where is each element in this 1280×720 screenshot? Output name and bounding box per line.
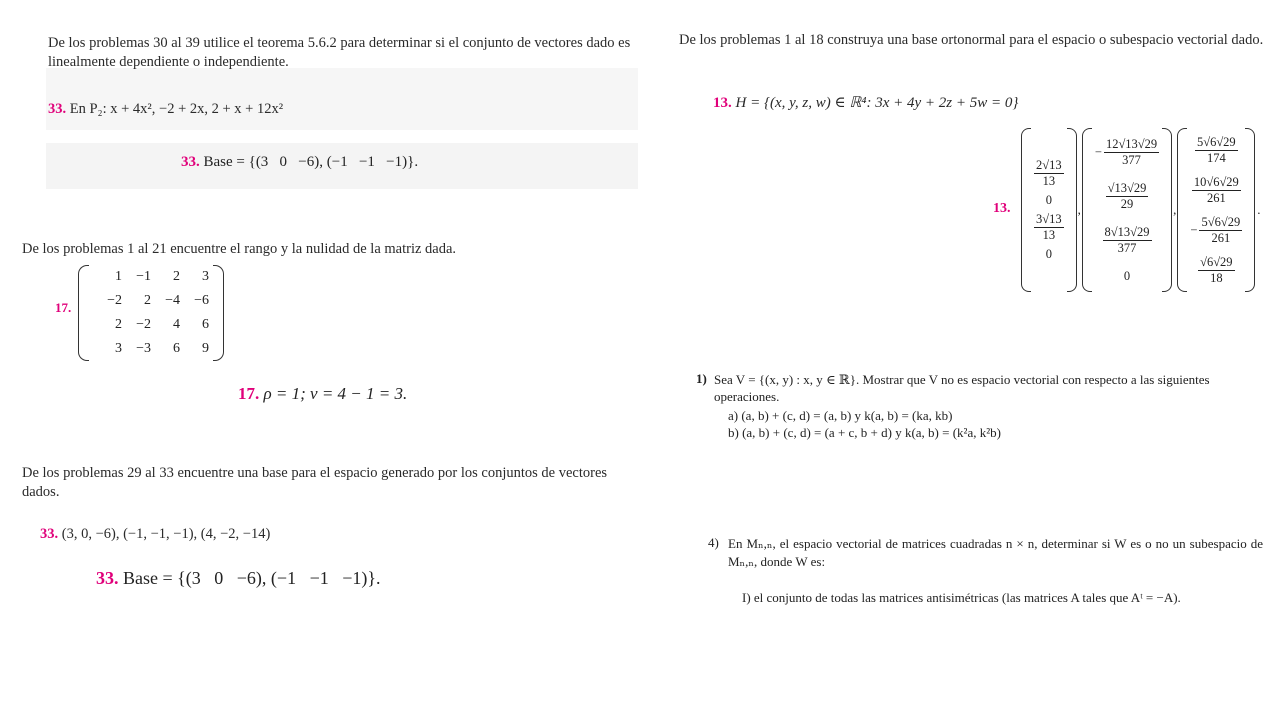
v1-entry-1-den: 13 xyxy=(1042,174,1056,188)
matrix-cell: −2 xyxy=(107,293,122,308)
matrix-cell: 6 xyxy=(202,317,209,332)
matrix-cell: 2 xyxy=(115,317,122,332)
v3-entry-3 xyxy=(1190,215,1242,246)
matrix-left-paren xyxy=(78,265,89,361)
section-intro-span-basis: De los problemas 29 al 33 encuentre una base para el espacio generado por los conjuntos de vectores dados. xyxy=(22,465,608,500)
answer-17 xyxy=(238,384,407,404)
v2-entry-2-num: √13√29 xyxy=(1107,180,1147,195)
section-intro-orthonormal: De los problemas 1 al 18 construya una base ortonormal para el espacio o subespacio vectorial dado. xyxy=(679,32,1264,48)
v1-entry-1-num: 2√13 xyxy=(1036,158,1062,172)
basis-vector-1 xyxy=(1031,128,1067,292)
separator-2: , xyxy=(1173,202,1177,217)
matrix-cell: 3 xyxy=(115,341,122,356)
v2-entry-1-num: 12√13√29 xyxy=(1105,136,1158,151)
end-period: . xyxy=(1257,202,1261,217)
v3-entry-2-den: 261 xyxy=(1206,190,1226,205)
problem-number: 33. xyxy=(40,526,59,542)
matrix-cell: 6 xyxy=(173,341,180,356)
problem-4-number: 4) xyxy=(708,535,719,550)
v1-entry-3-den: 13 xyxy=(1042,228,1056,242)
section-intro-dependence: De los problemas 30 al 39 utilice el teorema 5.6.2 para determinar si el conjunto de vectores dado es linealmente dependiente o independiente. xyxy=(48,35,631,70)
v1-entry-2: 0 xyxy=(1045,193,1052,207)
problem-4-text: En Mₙ,ₙ, el espacio vectorial de matrices cuadradas n × n, determinar si W es o no un subespacio de Mₙ,ₙ, donde W es: xyxy=(728,536,1263,569)
v2-entry-1 xyxy=(1095,137,1159,168)
v2-entry-4: 0 xyxy=(1123,268,1131,283)
problem-number: 13. xyxy=(713,95,732,111)
matrix-cell: −2 xyxy=(136,317,151,332)
v3-entry-4-num: √6√29 xyxy=(1200,254,1233,269)
problem-17-number: 17. xyxy=(55,300,72,315)
matrix-cell: −1 xyxy=(136,269,151,284)
v2-left-paren xyxy=(1082,128,1092,292)
problem-4-item-1: I) el conjunto de todas las matrices antisimétricas (las matrices A tales que Aᵗ = −A). xyxy=(742,590,1181,605)
matrix-cell: 4 xyxy=(173,317,180,332)
v3-entry-3-num: 5√6√29 xyxy=(1201,214,1241,229)
v2-entry-3-num: 8√13√29 xyxy=(1104,224,1150,239)
v2-entry-2-den: 29 xyxy=(1120,196,1134,211)
v3-entry-1 xyxy=(1195,135,1238,166)
matrix-cell: −6 xyxy=(194,293,209,308)
matrix-17 xyxy=(78,265,224,361)
section-intro-rank: De los problemas 1 al 21 encuentre el rango y la nulidad de la matriz dada. xyxy=(22,241,457,257)
v3-entry-3-sign: − xyxy=(1190,222,1198,237)
problem-13-subspace xyxy=(713,94,1018,113)
matrix-right-paren xyxy=(213,265,224,361)
v3-entry-2-num: 10√6√29 xyxy=(1193,174,1239,189)
v3-entry-2 xyxy=(1192,175,1241,206)
problem-33-vectors xyxy=(40,525,270,544)
problem-number: 33. xyxy=(48,101,67,117)
answer-number: 17. xyxy=(238,384,260,403)
v2-entry-2 xyxy=(1106,181,1149,212)
separator-1: , xyxy=(1077,202,1081,217)
problem-panel-background xyxy=(46,68,638,130)
answer-text: Base = {(3 0 −6), (−1 −1 −1)}. xyxy=(203,154,419,170)
v3-right-paren xyxy=(1245,128,1255,292)
v1-entry-1 xyxy=(1034,158,1064,189)
v1-entry-4: 0 xyxy=(1045,247,1052,261)
answer-13-number: 13. xyxy=(993,201,1011,216)
v2-entry-1-sign: − xyxy=(1094,144,1102,159)
v1-entry-3 xyxy=(1034,212,1064,243)
answer-number: 33. xyxy=(181,154,200,170)
problem-1-number: 1) xyxy=(696,371,707,386)
basis-vector-2 xyxy=(1092,128,1162,292)
v1-entry-3-num: 3√13 xyxy=(1036,212,1062,226)
matrix-cell: 9 xyxy=(202,341,209,356)
answer-33-vectors-basis xyxy=(96,568,381,589)
v3-entry-4 xyxy=(1198,255,1234,286)
answer-text: Base = {(3 0 −6), (−1 −1 −1)}. xyxy=(123,568,381,588)
v1-right-paren xyxy=(1067,128,1077,292)
v2-right-paren xyxy=(1162,128,1172,292)
answer-33-basis xyxy=(181,154,418,171)
problem-text: H = {(x, y, z, w) ∈ ℝ⁴: 3x + 4y + 2z + 5w = 0} xyxy=(735,95,1019,111)
orthonormal-basis xyxy=(1021,128,1260,292)
v3-entry-3-den: 261 xyxy=(1211,230,1231,245)
matrix-cell: 3 xyxy=(202,269,209,284)
v3-entry-1-den: 174 xyxy=(1206,150,1226,165)
v1-left-paren xyxy=(1021,128,1031,292)
answer-text: ρ = 1; ν = 4 − 1 = 3. xyxy=(263,384,408,403)
matrix-grid xyxy=(89,265,213,361)
problem-1-part-a: a) (a, b) + (c, d) = (a, b) y k(a, b) = (ka, kb) xyxy=(728,408,953,423)
problem-text: En P₂: x + 4x², −2 + 2x, 2 + x + 12x² xyxy=(69,101,284,117)
v3-entry-4-den: 18 xyxy=(1210,270,1223,285)
v2-entry-3 xyxy=(1103,225,1152,256)
matrix-cell: 2 xyxy=(144,293,151,308)
problem-33-polynomials xyxy=(48,100,283,119)
v2-entry-1-den: 377 xyxy=(1122,152,1141,167)
problem-1-text: Sea V = {(x, y) : x, y ∈ ℝ}. Mostrar que V no es espacio vectorial con respecto a las siguientes operaciones. xyxy=(714,372,1210,404)
problem-text: (3, 0, −6), (−1, −1, −1), (4, −2, −14) xyxy=(61,526,271,542)
matrix-cell: −4 xyxy=(165,293,180,308)
matrix-cell: 1 xyxy=(115,269,122,284)
v2-entry-3-den: 377 xyxy=(1117,240,1137,255)
v3-entry-1-num: 5√6√29 xyxy=(1196,134,1236,149)
v3-left-paren xyxy=(1177,128,1187,292)
matrix-cell: 2 xyxy=(173,269,180,284)
basis-vector-3 xyxy=(1187,128,1245,292)
problem-1-part-b: b) (a, b) + (c, d) = (a + c, b + d) y k(a, b) = (k²a, k²b) xyxy=(728,425,1001,440)
answer-number: 33. xyxy=(96,568,119,588)
matrix-cell: −3 xyxy=(136,341,151,356)
